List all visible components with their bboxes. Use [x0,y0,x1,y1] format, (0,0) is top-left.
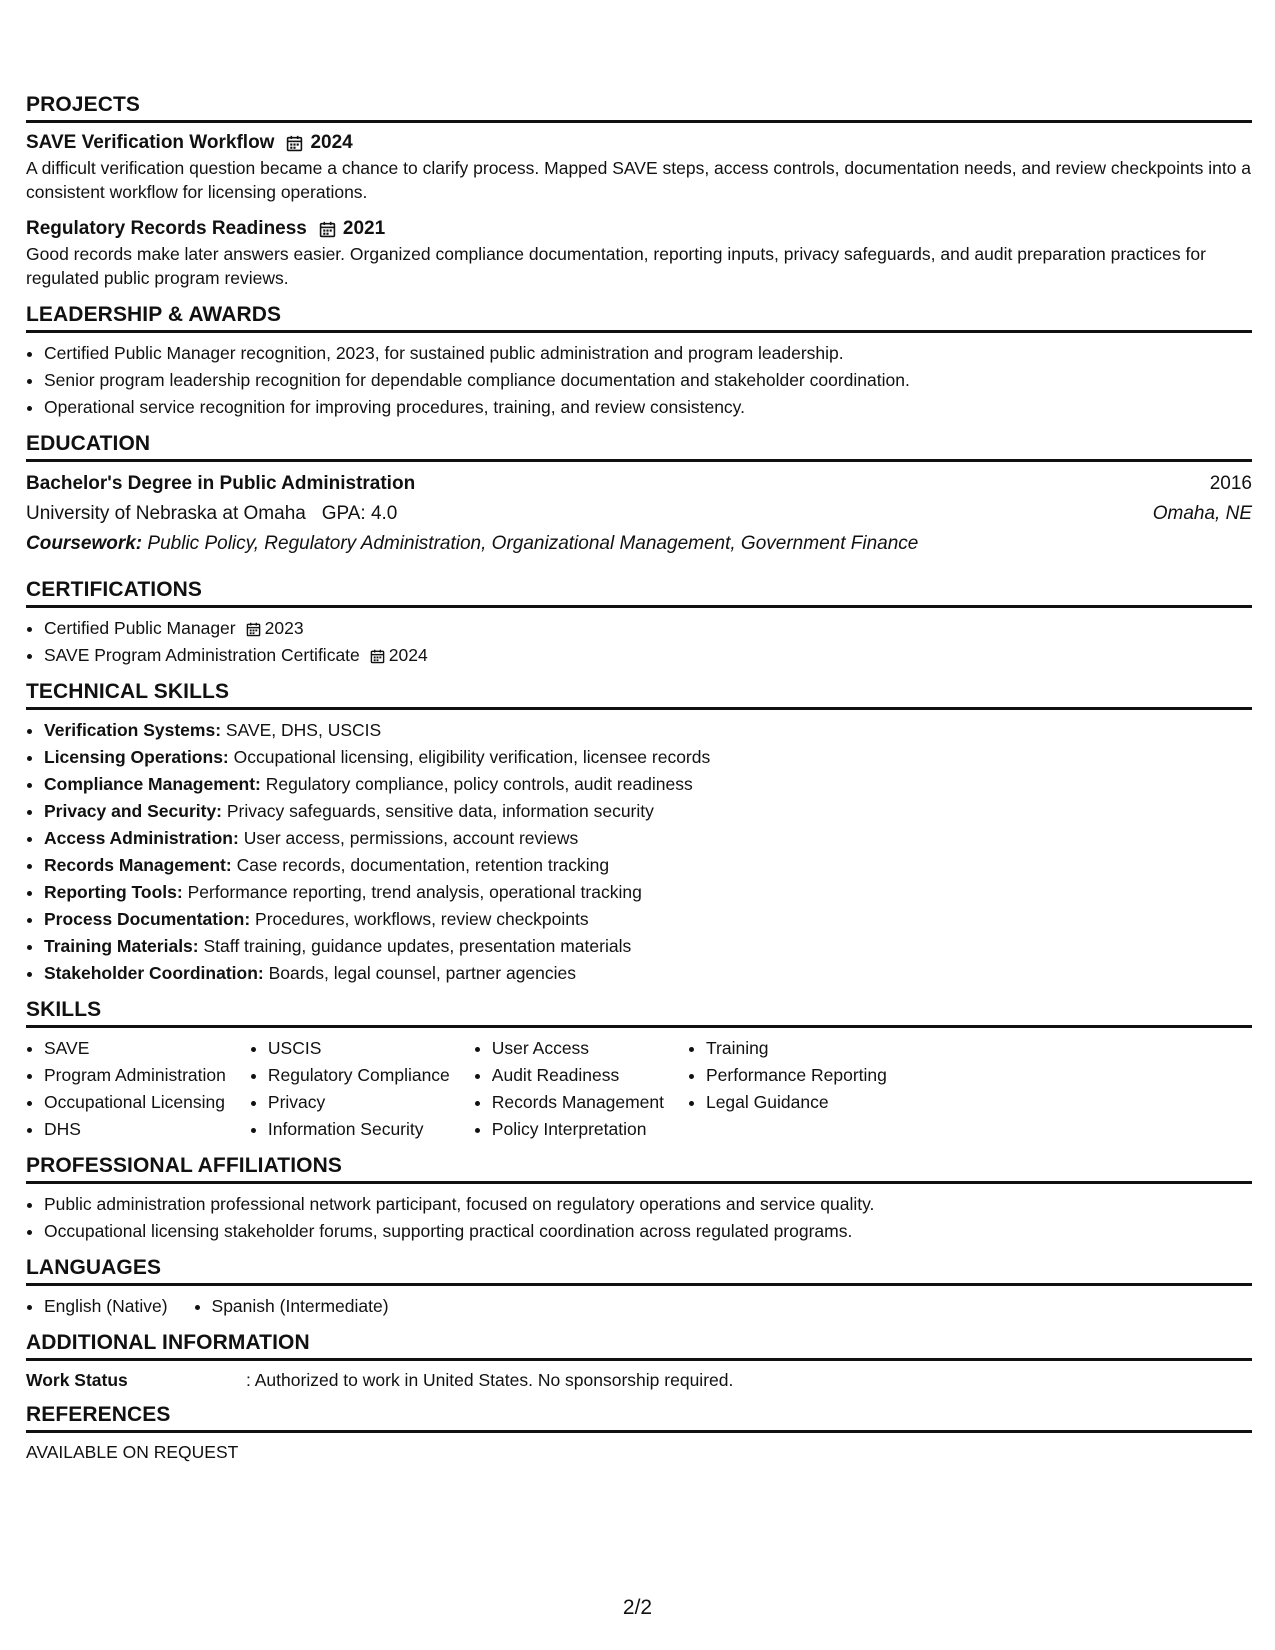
list-item [44,879,1252,906]
affiliations-heading: PROFESSIONAL AFFILIATIONS [26,1153,1252,1184]
degree: Bachelor's Degree in Public Administration [26,473,416,494]
work-status-value: : Authorized to work in United States. No sponsorship required. [246,1370,734,1390]
education-heading: EDUCATION [26,431,1252,462]
skill-values: Occupational licensing, eligibility verification, licensee records [233,747,711,767]
leadership-section [26,302,1252,421]
project-item [26,216,1252,290]
skill-category: Licensing Operations: [44,747,229,767]
skills-column [26,1035,226,1143]
skill-category: Verification Systems: [44,720,222,740]
skills-column [474,1035,664,1143]
skill-category: Stakeholder Coordination: [44,963,264,983]
list-item: • SAVE [44,1035,226,1062]
list-item: • Certified Public Manager recognition, 2023, for sustained public administration and program leadership. [44,340,1252,367]
graduation-year: 2016 [1209,473,1252,494]
skill-category: Reporting Tools: [44,882,183,902]
education-section [26,431,1252,559]
school-location: Omaha, NE [1152,503,1252,524]
skill-category: Training Materials: [44,936,199,956]
work-status-label: Work Status [26,1370,128,1390]
references-text: AVAILABLE ON REQUEST [26,1442,239,1462]
list-item [44,852,1252,879]
list-item: • Public administration professional network participant, focused on regulatory operations and service quality. [44,1191,1252,1218]
references-section [26,1402,1252,1464]
list-item [44,615,1252,642]
skill-category: Access Administration: [44,828,239,848]
list-item [44,933,1252,960]
leadership-list [26,340,1252,421]
calendar-icon [370,649,385,664]
skill-values: Staff training, guidance updates, presentation materials [203,936,632,956]
calendar-icon [246,622,261,637]
affiliations-list [26,1191,1252,1245]
projects-section [26,92,1252,290]
list-item: • Privacy [268,1089,450,1116]
list-item: • Spanish (Intermediate) [212,1293,389,1320]
list-item: • Legal Guidance [706,1089,887,1116]
technical-skills-heading: TECHNICAL SKILLS [26,679,1252,710]
skill-values: SAVE, DHS, USCIS [225,720,382,740]
list-item: • Operational service recognition for improving procedures, training, and review consistency. [44,394,1252,421]
list-item: • Program Administration [44,1062,226,1089]
project-description: Good records make later answers easier. Organized compliance documentation, reporting inputs, privacy safeguards, and audit preparation practices for regulated public program reviews. [26,244,1206,288]
project-item [26,130,1252,204]
skills-column [250,1035,450,1143]
list-item: • DHS [44,1116,226,1143]
skills-column [688,1035,887,1143]
gpa: GPA: 4.0 [321,503,398,524]
projects-heading: PROJECTS [26,92,1252,123]
additional-info-heading: ADDITIONAL INFORMATION [26,1330,1252,1361]
list-item: • Occupational Licensing [44,1089,226,1116]
certification-name: Certified Public Manager [44,618,236,638]
skill-values: User access, permissions, account reviews [243,828,579,848]
project-year: 2021 [342,218,386,239]
certification-year: 2024 [388,645,428,665]
skill-values: Privacy safeguards, sensitive data, information security [226,801,654,821]
list-item [44,798,1252,825]
coursework-label: Coursework: [26,533,143,554]
coursework: Public Policy, Regulatory Administration, Organizational Management, Government Finance [147,533,919,554]
list-item: • USCIS [268,1035,450,1062]
skill-values: Case records, documentation, retention tracking [236,855,610,875]
calendar-icon [319,221,336,238]
skill-values: Procedures, workflows, review checkpoints [255,909,589,929]
project-year: 2024 [310,132,353,153]
certifications-heading: CERTIFICATIONS [26,577,1252,608]
skill-category: Privacy and Security: [44,801,222,821]
skills-section [26,997,1252,1143]
affiliations-section [26,1153,1252,1245]
list-item: • Information Security [268,1116,450,1143]
list-item [44,642,1252,669]
list-item: • Regulatory Compliance [268,1062,450,1089]
list-item: • Training [706,1035,887,1062]
languages-section [26,1255,1252,1320]
list-item [44,960,1252,987]
skills-heading: SKILLS [26,997,1252,1028]
list-item [44,744,1252,771]
skill-values: Boards, legal counsel, partner agencies [268,963,577,983]
leadership-heading: LEADERSHIP & AWARDS [26,302,1252,333]
school-name: University of Nebraska at Omaha [26,503,306,524]
skill-category: Records Management: [44,855,232,875]
list-item: • Policy Interpretation [492,1116,664,1143]
references-heading: REFERENCES [26,1402,1252,1433]
list-item: • English (Native) [44,1293,168,1320]
skill-values: Performance reporting, trend analysis, operational tracking [187,882,642,902]
certification-year: 2023 [264,618,304,638]
list-item: • Senior program leadership recognition for dependable compliance documentation and stakeholder coordination. [44,367,1252,394]
skill-category: Compliance Management: [44,774,261,794]
additional-info-section [26,1330,1252,1392]
certifications-list [26,615,1252,669]
list-item [44,906,1252,933]
resume-page [26,92,1252,1474]
list-item: • User Access [492,1035,664,1062]
skill-values: Regulatory compliance, policy controls, audit readiness [265,774,693,794]
page-number: 2/2 [622,1596,653,1619]
project-description: A difficult verification question became a chance to clarify process. Mapped SAVE steps, access controls, documentation needs, and review checkpoints into a consistent workflow for licensing operations. [26,158,1252,202]
languages-list [26,1293,1252,1320]
list-item: • Audit Readiness [492,1062,664,1089]
languages-heading: LANGUAGES [26,1255,1252,1286]
project-name: SAVE Verification Workflow [26,132,275,153]
certifications-section [26,577,1252,669]
list-item: • Occupational licensing stakeholder forums, supporting practical coordination across regulated programs. [44,1218,1252,1245]
certification-name: SAVE Program Administration Certificate [44,645,360,665]
project-name: Regulatory Records Readiness [26,218,307,239]
skills-columns [26,1035,1252,1143]
technical-skills-list [26,717,1252,987]
list-item [44,717,1252,744]
list-item [44,771,1252,798]
list-item [44,825,1252,852]
calendar-icon [286,135,303,152]
technical-skills-section [26,679,1252,987]
list-item: • Records Management [492,1089,664,1116]
list-item: • Performance Reporting [706,1062,887,1089]
skill-category: Process Documentation: [44,909,251,929]
